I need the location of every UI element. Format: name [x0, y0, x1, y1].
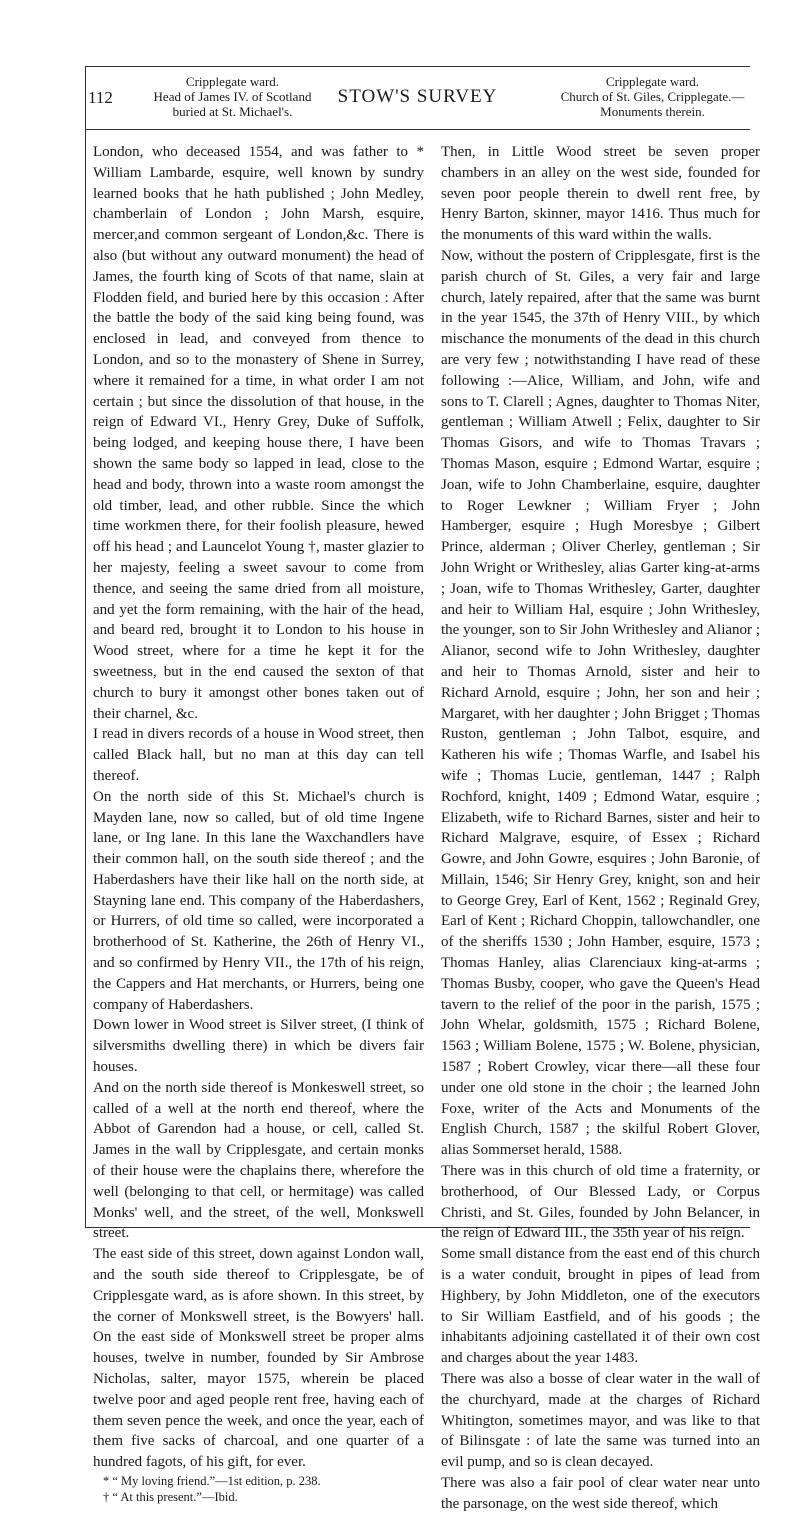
paragraph: Down lower in Wood street is Silver street, (I think of silversmiths dwelling there) in which be divers fair houses.	[93, 1017, 424, 1076]
footnote: * “ My loving friend.”—1st edition, p. 238.	[103, 1474, 321, 1488]
right-column	[441, 142, 760, 1515]
left-column	[93, 142, 424, 1505]
page-number: 112	[88, 88, 113, 107]
right-sidenote-line: Church of St. Giles, Cripplegate.—	[560, 89, 745, 104]
paragraph: There was also a bosse of clear water in the wall of the churchyard, made at the charges of Richard Whitington, sometimes mayor, and was like to that of Bilinsgate : of late the same was turned into an evil pump, and so is clean decayed.	[441, 1371, 760, 1471]
paragraph: Now, without the postern of Cripplesgate, first is the parish church of St. Giles, a very fair and large church, lately repaired, after that the same was burnt in the year 1545, the 37th of Henry VIII., by which mischance the monuments of the dead in this church are very few ; notwithstanding I have read of these following :—Alice, William, and John, wife and sons to T. Clarell ; Agnes, daughter to Thomas Niter, gentleman ; William Atwell ; Felix, daughter to Sir Thomas Gisors, and wife to Thomas Travars ; Thomas Mason, esquire ; Edmond Wartar, esquire ; Joan, wife to John Chamberlaine, esquire, daughter to Roger Lewkner ; William Fryer ; John Hamberger, esquire ; Hugh Moresbye ; Gilbert Prince, alderman ; Oliver Cherley, gentleman ; Sir John Wright or Writhesley, alias Garter king-at-arms ; Joan, wife to Thomas Writhesley, Garter, daughter and heir to William Hal, esquire ; John Writhesley, the younger, son to Sir John Writhesley and Alianor ; Alianor, second wife to John Writhesley, daughter and heir to Thomas Arnold, sister and heir to Richard Arnold, esquire ; John, her son and heir ; Margaret, with her daughter ; John Brigget ; Thomas Ruston, gentleman ; John Talbot, esquire, and Katheren his wife ; Thomas Warfle, and Isabel his wife ; Thomas Lucie, gentleman, 1447 ; Ralph Rochford, knight, 1409 ; Edmond Watar, esquire ; Elizabeth, wife to Richard Barnes, sister and heir to Richard Malgrave, esquire, of Essex ; Richard Gowre, and John Gowre, esquires ; John Baronie, of Millain, 1546; Sir Henry Grey, knight, son and heir to George Grey, Earl of Kent, 1562 ; Reginald Grey, Earl of Kent ; Richard Choppin, tallowchandler, one of the sheriffs 1530 ; John Hamber, esquire, 1573 ; Thomas Hanley, alias Clarenciaux king-at-arms ; Thomas Busby, cooper, who gave the Queen's Head tavern to the relief of the poor in the parish, 1575 ; John Whelar, goldsmith, 1575 ; Richard Bolene, 1563 ; William Bolene, 1575 ; W. Bolene, physician, 1587 ; Robert Crowley, vicar there—all these four under one old stone in the choir ; the learned John Foxe, writer of the Acts and Monuments of the English Church, 1587 ; the skilful Robert Glover, alias Sommerset herald, 1588.	[441, 247, 760, 1159]
header-rule	[85, 129, 750, 130]
page-left-rule	[85, 66, 86, 1228]
right-sidenote-line: Cripplegate ward.	[605, 74, 700, 89]
paragraph: Some small distance from the east end of this church is a water conduit, brought in pipes of lead from Highbery, by John Middleton, one of the executors to Sir William Eastfield, and of his goods ; the inhabitants adjoining castellated it of their own cost and charges about the year 1483.	[441, 1246, 760, 1367]
page-header	[85, 70, 750, 128]
paragraph: The east side of this street, down against London wall, and the south side thereof to Cripplesgate, be of Cripplesgate ward, as is afore shown. In this street, by the corner of Monkswell street, is the Bowyers' hall. On the east side of Monkswell street be proper alms houses, twelve in number, founded by Sir Ambrose Nicholas, salter, mayor 1575, wherein be placed twelve poor and aged people rent free, having each of them seven pence the week, and once the year, each of them five sacks of charcoal, and one quarter of a hundred fagots, of his gift, for ever.	[93, 1246, 424, 1471]
running-title: STOW'S SURVEY	[337, 86, 498, 107]
paragraph: Then, in Little Wood street be seven proper chambers in an alley on the west side, founded for seven poor people therein to dwell rent free, by Henry Barton, skinner, mayor 1416. Thus much for the monuments of this ward within the walls.	[441, 144, 760, 244]
paragraph: London, who deceased 1554, and was father to * William Lambarde, esquire, well known by sundry learned books that he hath published ; John Medley, chamberlain of London ; John Marsh, esquire, mercer,and common sergeant of London,&c. There is also (but without any outward monument) the head of James, the fourth king of Scots of that name, slain at Flodden field, and buried here by this occasion : After the battle the body of the said king being found, was enclosed in lead, and conveyed from thence to London, and so to the monastery of Shene in Surrey, where it remained for a time, in what order I am not certain ; but since the dissolution of that house, in the reign of Edward VI., Henry Grey, Duke of Suffolk, being lodged, and keeping house there, I have been shown the same body so lapped in lead, close to the head and body, thrown into a waste room amongst the old timber, lead, and other rubble. Since the which time workmen there, for their foolish pleasure, hewed off his head ; and Launcelot Young †, master glazier to her majesty, feeling a sweet savour to come from thence, and seeing the same dried from all moisture, and yet the form remaining, with the hair of the head, and beard red, brought it to London to his house in Wood street, where for a time he kept it for the sweetness, but in the end caused the sexton of that church to bury it amongst other bones taken out of their charnel, &c.	[93, 144, 424, 722]
footnote: † “ At this present.”—Ibid.	[103, 1490, 238, 1504]
paragraph: I read in divers records of a house in Wood street, then called Black hall, but no man at this day can tell thereof.	[93, 726, 424, 784]
paragraph: On the north side of this St. Michael's church is Mayden lane, now so called, but of old time Ingene lane, or Ing lane. In this lane the Waxchandlers have their common hall, on the south side thereof ; and the Haberdashers have their like hall on the north side, at Stayning lane end. This company of the Haberdashers, or Hurrers, of old time so called, were incorporated a brotherhood of St. Katherine, the 26th of Henry VI., and so confirmed by Henry VII., the 17th of his reign, the Cappers and Hat merchants, or Hurrers, being one company of Haberdashers.	[93, 788, 424, 1013]
right-sidenote	[555, 74, 750, 119]
paragraph: And on the north side thereof is Monkeswell street, so called of a well at the north end thereof, where the Abbot of Garendon had a house, or cell, called St. James in the wall by Cripplesgate, and certain monks of their house were the chaplains there, wherefore the well (belonging to that cell, or hermitage) was called Monks' well, and the street, of the well, Monkswell street.	[93, 1079, 424, 1242]
paragraph: There was in this church of old time a fraternity, or brotherhood, of Our Blessed Lady, or Corpus Christi, and St. Giles, founded by John Belancer, in the reign of Edward III., the 35th year of his reign.	[441, 1163, 760, 1242]
left-sidenote-line: Head of James IV. of Scotland	[153, 89, 312, 104]
right-sidenote-line: Monuments therein.	[600, 104, 705, 119]
page-top-rule	[85, 66, 750, 67]
left-sidenote-line: buried at St. Michael's.	[172, 104, 293, 119]
paragraph: There was also a fair pool of clear water near unto the parsonage, on the west side thereof, which	[441, 1475, 760, 1512]
left-sidenote-line: Cripplegate ward.	[185, 74, 280, 89]
